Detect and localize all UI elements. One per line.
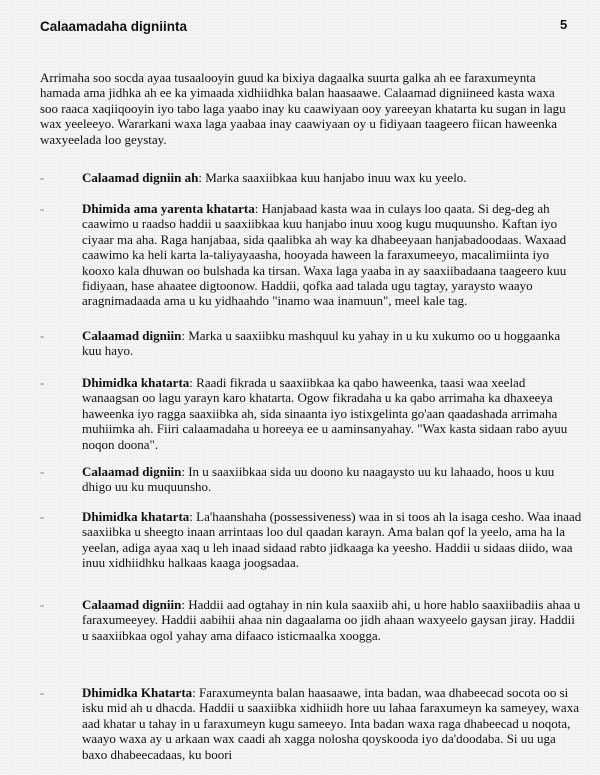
item-term: Dhimidka Khatarta (82, 685, 193, 700)
item-body: : Hanjabaad kasta waa in culays loo qaata. Si deg-deg ah caawimo u raadso haddii u saaxiibkaa kuu hanjabo inuu xoog kugu muquunsho. Kaftan iyo ciyaar ma aha. Raga hanjabaa, sida qaalibka ah way ka dhabeeyaan hanjabadoodaas. Waxaad caawimo ka heli karta la-taliyayaasha, hooyada haween la faraxumeeyo, macalimiinta iyo kooxo kala dhuwan oo bulshada ka tirsan. Waxa laga yaaba in ay saaxiibadaana taageero kuu fidiyaan, hase ahaatee digtoonow. Haddii, qofka aad talada ugu tagtay, yaraysto waayo aragnimadaada ama u ku yidhaahdo "inamo waa inamuun", meel kale tag. (82, 201, 567, 309)
list-bullet: - (40, 464, 45, 479)
list-item-text (82, 170, 582, 185)
intro-paragraph: Arrimaha soo socda ayaa tusaalooyin guud ka bixiya dagaalka suurta galka ah ee faraxumeynta hamada ama jidhka ah ee ka yimaada xidhiidhka balan haasaawe. Calaamad digniineed kasta waxa soo raaca xaqiiqooyin iyo tabo laga yaabo inay ku caawiyaan ooy yareeyan khatarta ku sugan in lagu wax yeeleeyo. Wararkani waxa laga yaabaa inay caawiyaan oy u fidiyaan taageero fiican haweenka waxyeelada loo geystay. (40, 70, 566, 147)
list-item-text (82, 328, 582, 359)
item-term: Calaamad digniin (82, 464, 182, 479)
list-item-text (82, 685, 582, 762)
item-term: Dhimidka khatarta (82, 375, 190, 390)
item-term: Calaamad digniin ah (82, 170, 199, 185)
list-item-text (82, 509, 582, 571)
item-term: Dhimidka khatarta (82, 509, 190, 524)
list-bullet: - (40, 509, 45, 524)
item-body: : Faraxumeynta balan haasaawe, inta badan, waa dhabeecad socota oo si isku mid ah u dhacda. Haddii u saaxiibka xidhiidh hore uu lahaa faraxumeyn ka sameyey, waxa aad khatar u tahay in u faraxumeyn kugu sameeyo. Inta badan waxa raga dhabeecad u noqota, waayo waxa ay u arkaan wax caadi ah xagga nolosha qoyskooda iyo da'doodaba. Si uu uga baxo dhabeecadaas, ku boori (82, 685, 579, 762)
page-number: 5 (560, 17, 568, 32)
item-term: Dhimida ama yarenta khatarta (82, 201, 255, 216)
list-bullet: - (40, 375, 45, 390)
list-bullet: - (40, 685, 45, 700)
item-body: : In u saaxiibkaa sida uu doono ku naagaysto uu ku lahaado, hoos u kuu dhigo uu ku muquunsho. (82, 464, 555, 495)
item-body: : Haddii aad ogtahay in nin kula saaxiib ahi, u hore hablo saaxiibadiis ahaa u faraxumeeyey. Haddii aabihii ahaa nin dagaalama oo jidh ahaan waxyeelo gaysan jiray. Haddii u saaxiibkaa ogol yahay ama difaaco isticmaalka xoogga. (82, 597, 581, 643)
item-term: Calaamad digniin (82, 597, 182, 612)
list-bullet: - (40, 201, 45, 216)
list-item-text (82, 597, 582, 643)
page-title: Calaamadaha digniinta (40, 19, 188, 34)
item-body: : Raadi fikrada u saaxiibkaa ka qabo haweenka, taasi waa xeelad wanaagsan oo lagu yarayn karo khatarta. Ogow fikradaha u ka qabo arrimaha ka dhaxeeya haweenka iyo ragga saaxiibka ah, sida sinaanta iyo istixgelinta go'aan qaadashada arrimaha muhiimka ah. Fiiri calaamadaha u horeeya ee u aaminsanyahay. "Wax kasta sidaan rabo ayuu noqon doona". (82, 375, 568, 452)
list-item-text (82, 375, 582, 452)
item-body: : Marka u saaxiibku mashquul ku yahay in u ku xukumo oo u hoggaanka kuu hayo. (82, 328, 561, 359)
item-term: Calaamad digniin (82, 328, 182, 343)
list-item-text (82, 201, 582, 309)
list-item-text (82, 464, 582, 495)
item-body: : Marka saaxiibkaa kuu hanjabo inuu wax ku yeelo. (198, 170, 467, 185)
list-bullet: - (40, 597, 45, 612)
list-bullet: - (40, 328, 45, 343)
item-body: : La'haanshaha (possessiveness) waa in si toos ah la isaga cesho. Waa inaad saaxiibka u sheegto inaan arrintaas loo dul qaadan karayn. Ama balan qof la yeelo, ama ha la yeelan, adiga ayaa xaq u leh inaad sidaad rabto jidkaaga ka yeesho. Haddii u sidaas diido, waa inuu xidhiidhku halkaas kaaga joogsadaa. (82, 509, 582, 571)
list-bullet: - (40, 170, 45, 185)
